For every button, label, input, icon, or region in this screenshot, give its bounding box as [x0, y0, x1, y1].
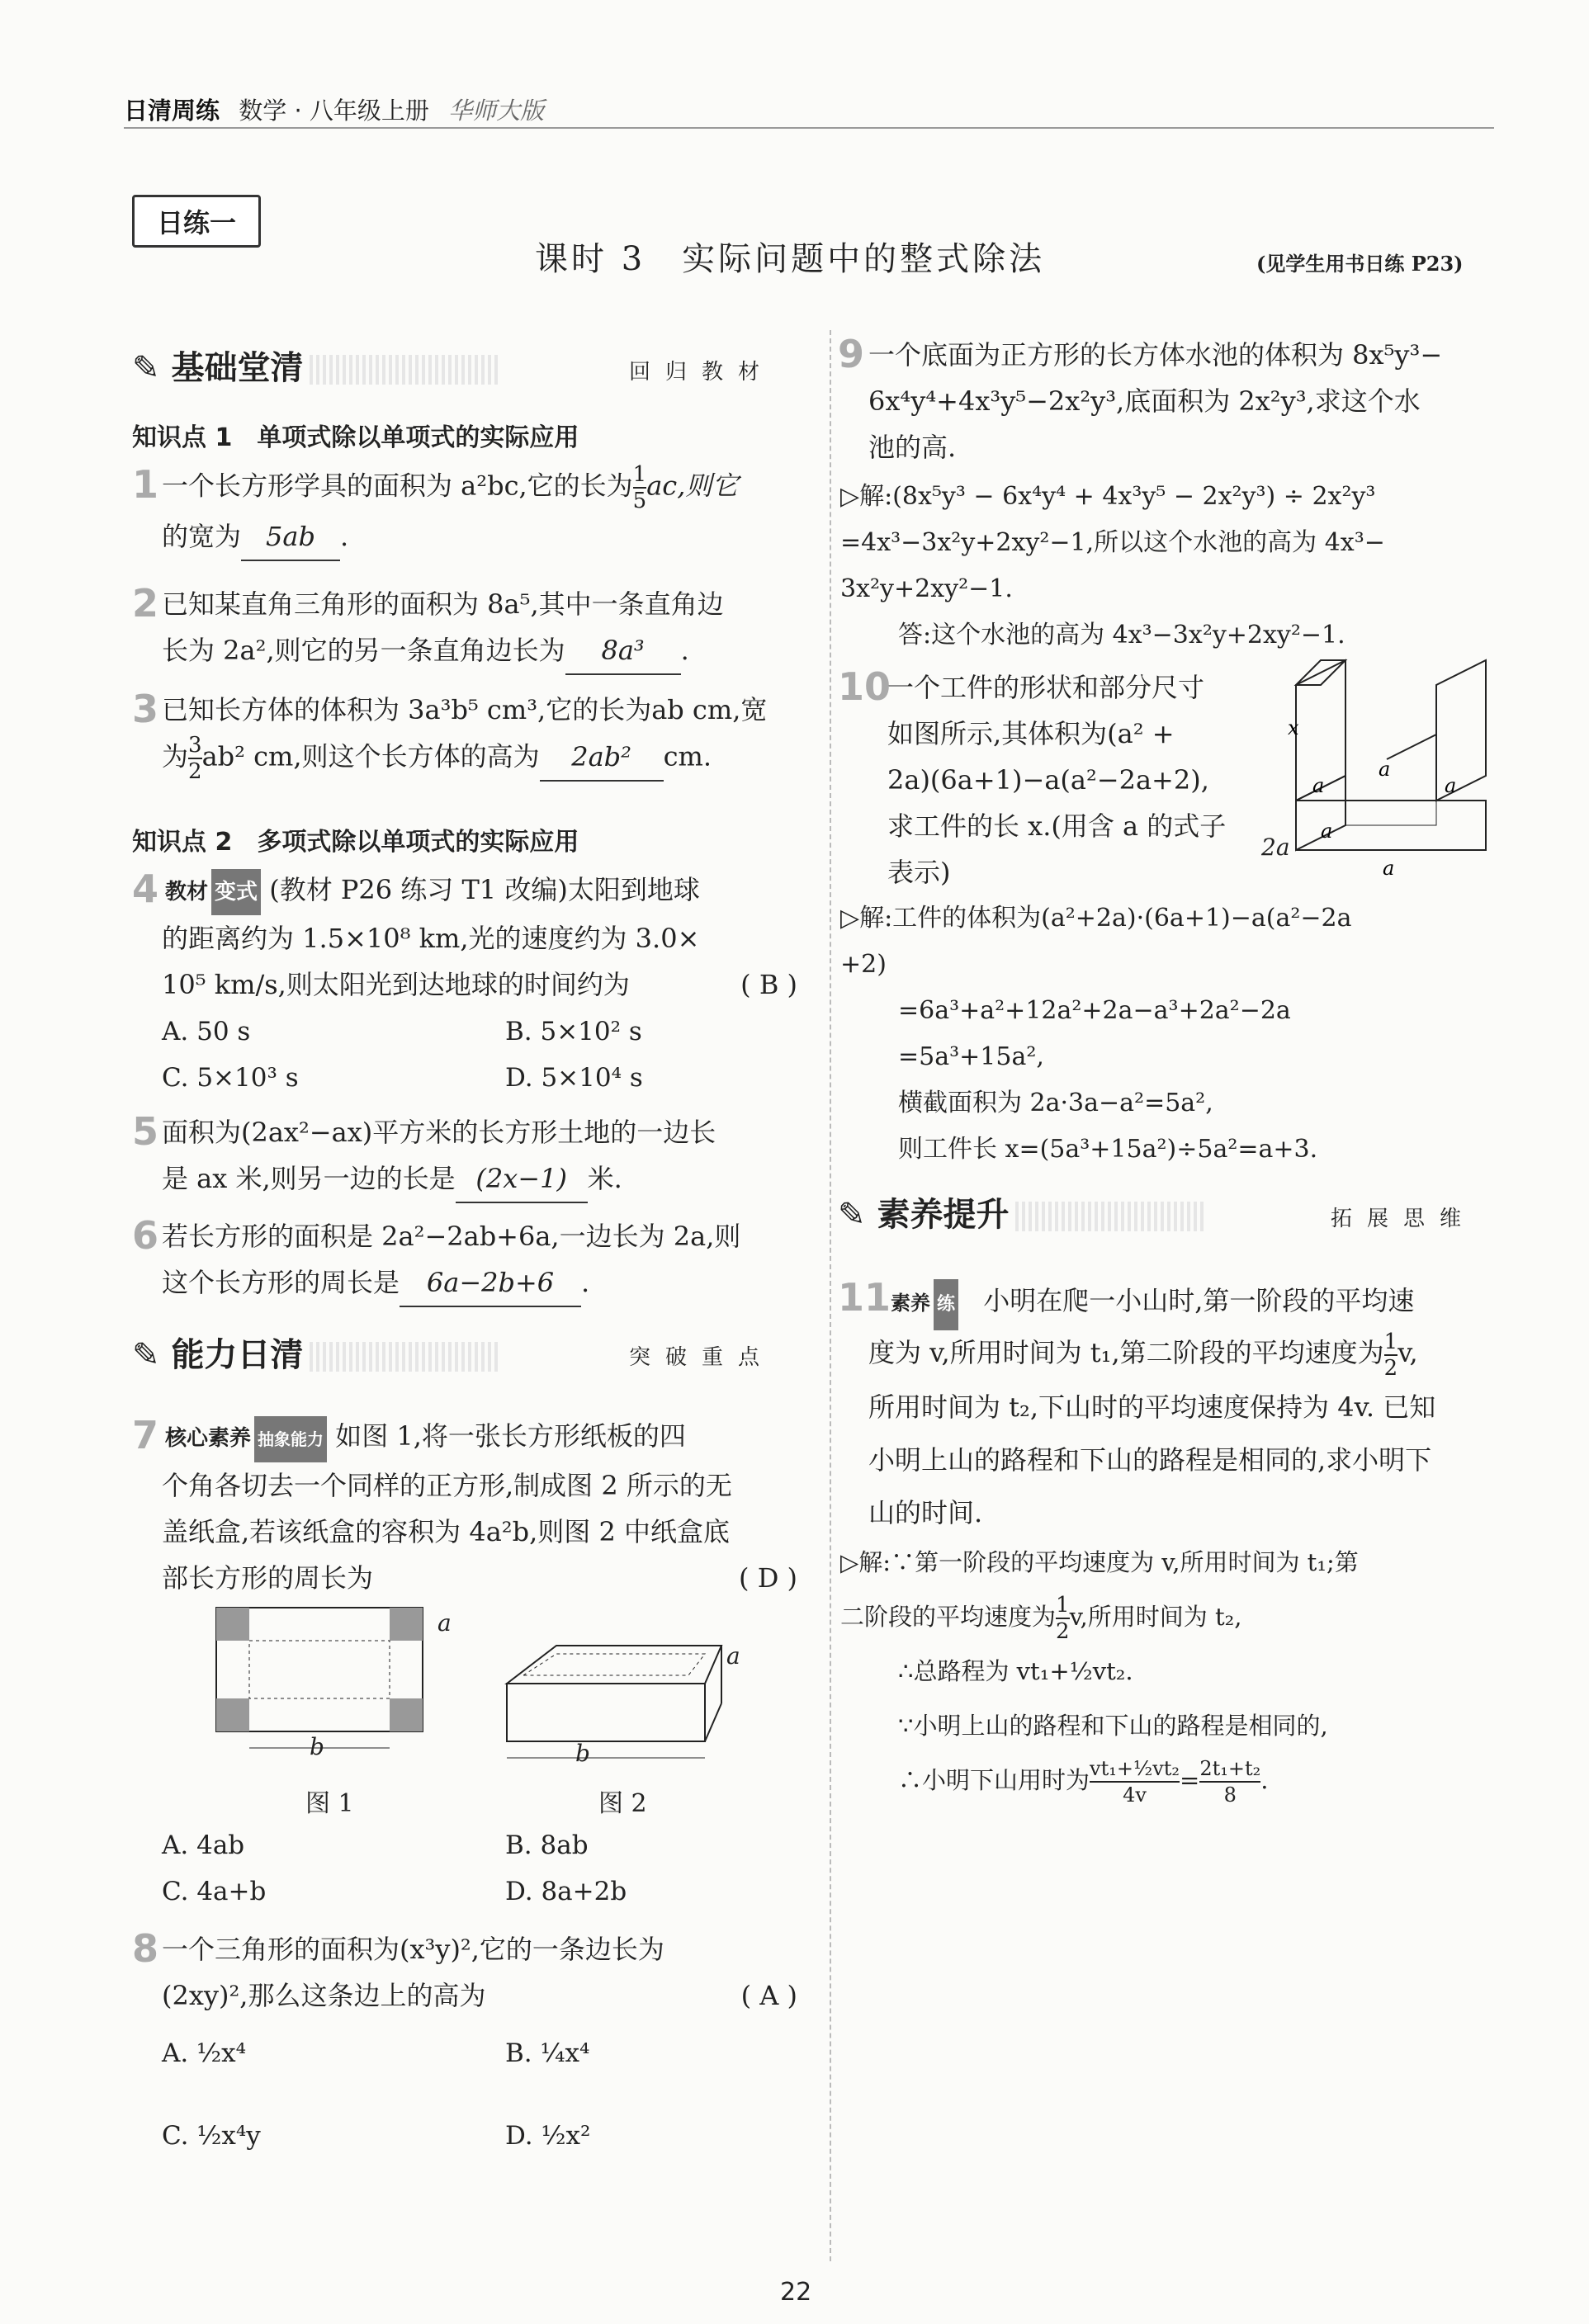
solution-9: ▷解:(8x⁵y³ − 6x⁴y⁴ + 4x³y⁵ − 2x²y³) ÷ 2x²y³ =4x³−3x²y+2xy²−1,所以这个水池的高为 4x³− 3x²y+2xy²−1. 答:这个水池的高为 4x³−3x²y+2xy²−1.	[840, 482, 1385, 649]
figure-label-2a: 2a	[1261, 834, 1290, 861]
answer: 5ab	[241, 513, 340, 561]
q-number: 2	[132, 581, 159, 626]
question-3: 已知长方体的体积为 3a³b⁵ cm³,它的长为ab cm,宽 为 $\frac{3}{2}$ ab² cm,则这个长方体的高为 2ab² cm.	[162, 694, 768, 784]
option: C. 4a+b	[162, 1877, 267, 1906]
svg-text:a: a	[1383, 857, 1395, 880]
column-divider	[830, 330, 833, 2261]
section-ability: ✎ 能力日清	[132, 1329, 499, 1376]
q-number: 7	[132, 1413, 159, 1457]
answer: 8a³	[565, 627, 681, 675]
question-8: 一个三角形的面积为(x³y)²,它的一条边长为 (2xy)²,那么这条边上的高为 ( A )	[162, 1926, 806, 2019]
q-number: 10	[838, 664, 891, 709]
pen-icon: ✎	[132, 349, 160, 387]
q-number: 8	[132, 1926, 159, 1971]
pen-icon: ✎	[132, 1336, 160, 1374]
q-number: 11	[838, 1275, 891, 1320]
section-label: 拓展思维	[1331, 1207, 1477, 1231]
question-7: 核心素养 抽象能力 如图 1,将一张长方形纸板的四 个角各切去一个同样的正方形,制成图 2 所示的无 盖纸盒,若该纸盒的容积为 4a²b,则图 2 中纸盒底 部长方形的周长为 ( D )	[162, 1413, 806, 1601]
workpiece-figure	[1288, 652, 1502, 900]
header-rule	[124, 127, 1494, 129]
section-title: 基础堂清	[171, 349, 304, 387]
section-label: 回归教材	[629, 360, 775, 385]
q-number: 5	[132, 1109, 159, 1154]
svg-text:a: a	[1445, 774, 1457, 797]
question-4: 教材 变式 (教材 P26 练习 T1 改编)太阳到地球 的距离约为 1.5×10⁸ km,光的速度约为 3.0× 10⁵ km/s,则太阳光到达地球的时间约为 ( B )	[162, 867, 806, 1008]
option: B. ¼x⁴	[505, 2038, 590, 2068]
pen-icon: ✎	[838, 1196, 866, 1234]
option: A. ½x⁴	[162, 2038, 247, 2068]
answer: 2ab²	[540, 734, 664, 782]
option: A. 50 s	[162, 1017, 251, 1046]
lesson-ref: (见学生用书日练 P23)	[1256, 252, 1464, 276]
figure-2-label-b: b	[575, 1740, 590, 1767]
question-6: 若长方形的面积是 2a²−2ab+6a,一边长为 2a,则 这个长方形的周长是 6a−2b+6 .	[162, 1213, 806, 1307]
question-5: 面积为(2ax²−ax)平方米的长方形土地的一边长 是 ax 米,则另一边的长是 (2x−1) 米.	[162, 1109, 806, 1203]
question-9: 一个底面为正方形的长方体水池的体积为 8x⁵y³− 6x⁴y⁴+4x³y⁵−2x²y³,底面积为 2x²y³,求这个水 池的高.	[868, 339, 1443, 463]
q-number: 6	[132, 1213, 159, 1258]
option: B. 8ab	[505, 1830, 589, 1860]
answer: ( A )	[740, 1980, 797, 2011]
svg-text:a: a	[1312, 774, 1325, 797]
question-10: 一个工件的形状和部分尺寸 如图所示,其体积为(a² + 2a)(6a+1)−a(a²−2a+2), 求工件的长 x.(用含 a 的式子 表示)	[887, 672, 1227, 888]
option: C. 5×10³ s	[162, 1063, 299, 1093]
solution-11: ▷解:∵第一阶段的平均速度为 v,所用时间为 t₁;第 二阶段的平均速度为 $\frac{1}{2}$ v,所用时间为 t₂, ∴总路程为 vt₁+½vt₂. ∵小明上山的路程和下山的路程是相同的, ∴小明下山用时为 $\frac{\text{vt₁+½vt₂}}{4v}$ = $\frac{\text{2t₁+t₂}}{8}$ .	[840, 1548, 1359, 1807]
section-literacy: ✎ 素养提升	[838, 1188, 1205, 1235]
figure-2	[504, 1642, 726, 1766]
answer: ( D )	[739, 1562, 797, 1594]
subject: 数学 · 八年级上册	[239, 97, 429, 125]
question-1: 一个长方形学具的面积为 a²bc,它的长为 $\frac{1}{5}$ ac,则它 的宽为 5ab .	[162, 462, 797, 561]
q-number: 3	[132, 687, 159, 731]
figure-1-caption: 图 1	[305, 1789, 354, 1818]
figure-1	[215, 1601, 429, 1754]
svg-text:a: a	[1379, 758, 1391, 781]
figure-1-label-a: a	[437, 1609, 452, 1637]
svg-text:x: x	[1288, 716, 1299, 739]
section-label: 突破重点	[629, 1345, 775, 1370]
figure-1-label-b: b	[310, 1733, 324, 1760]
running-header	[124, 92, 544, 126]
answer: ( B )	[740, 969, 797, 1000]
answer: (2x−1)	[456, 1155, 588, 1203]
answer: 6a−2b+6	[400, 1259, 581, 1307]
figure-2-caption: 图 2	[598, 1789, 647, 1818]
option: D. 5×10⁴ s	[505, 1063, 643, 1093]
figure-2-label-a: a	[726, 1642, 740, 1670]
lesson-title: 课时 3 实际问题中的整式除法	[535, 240, 1046, 278]
q-number: 4	[132, 867, 159, 911]
q-number: 9	[838, 332, 865, 376]
question-11: 素养 练 小明在爬一小山时,第一阶段的平均速	[887, 1275, 1515, 1330]
knowledge-point-1: 知识点 1 单项式除以单项式的实际应用	[132, 423, 579, 452]
option: D. ½x²	[505, 2121, 591, 2151]
page-number: 22	[780, 2278, 812, 2307]
option: B. 5×10² s	[505, 1017, 642, 1046]
option: C. ½x⁴y	[162, 2121, 261, 2151]
daily-tag: 日练一	[132, 195, 261, 248]
solution-10: ▷解:工件的体积为(a²+2a)·(6a+1)−a(a²−2a +2) =6a³+a²+12a²+2a−a³+2a²−2a =5a³+15a², 横截面积为 2a·3a−a²=5a², 则工件长 x=(5a³+15a²)÷5a²=a+3.	[840, 904, 1352, 1164]
section-basic	[132, 342, 499, 389]
question-11-body: 度为 v,所用时间为 t₁,第二阶段的平均速度为 $\frac{1}{2}$ v, 所用时间为 t₂,下山时的平均速度保持为 4v. 已知 小明上山的路程和下山的路程是相同的,求小明下 山的时间.	[868, 1329, 1436, 1528]
svg-text:a: a	[1321, 820, 1333, 843]
edition: 华师大版	[448, 97, 545, 125]
q-number: 1	[132, 462, 159, 507]
question-2: 已知某直角三角形的面积为 8a⁵,其中一条直角边 长为 2a²,则它的另一条直角边长为 8a³ .	[162, 581, 806, 675]
option: D. 8a+2b	[505, 1877, 627, 1906]
series-name: 日清周练	[124, 97, 220, 125]
option: A. 4ab	[162, 1830, 245, 1860]
knowledge-point-2: 知识点 2 多项式除以单项式的实际应用	[132, 828, 579, 857]
